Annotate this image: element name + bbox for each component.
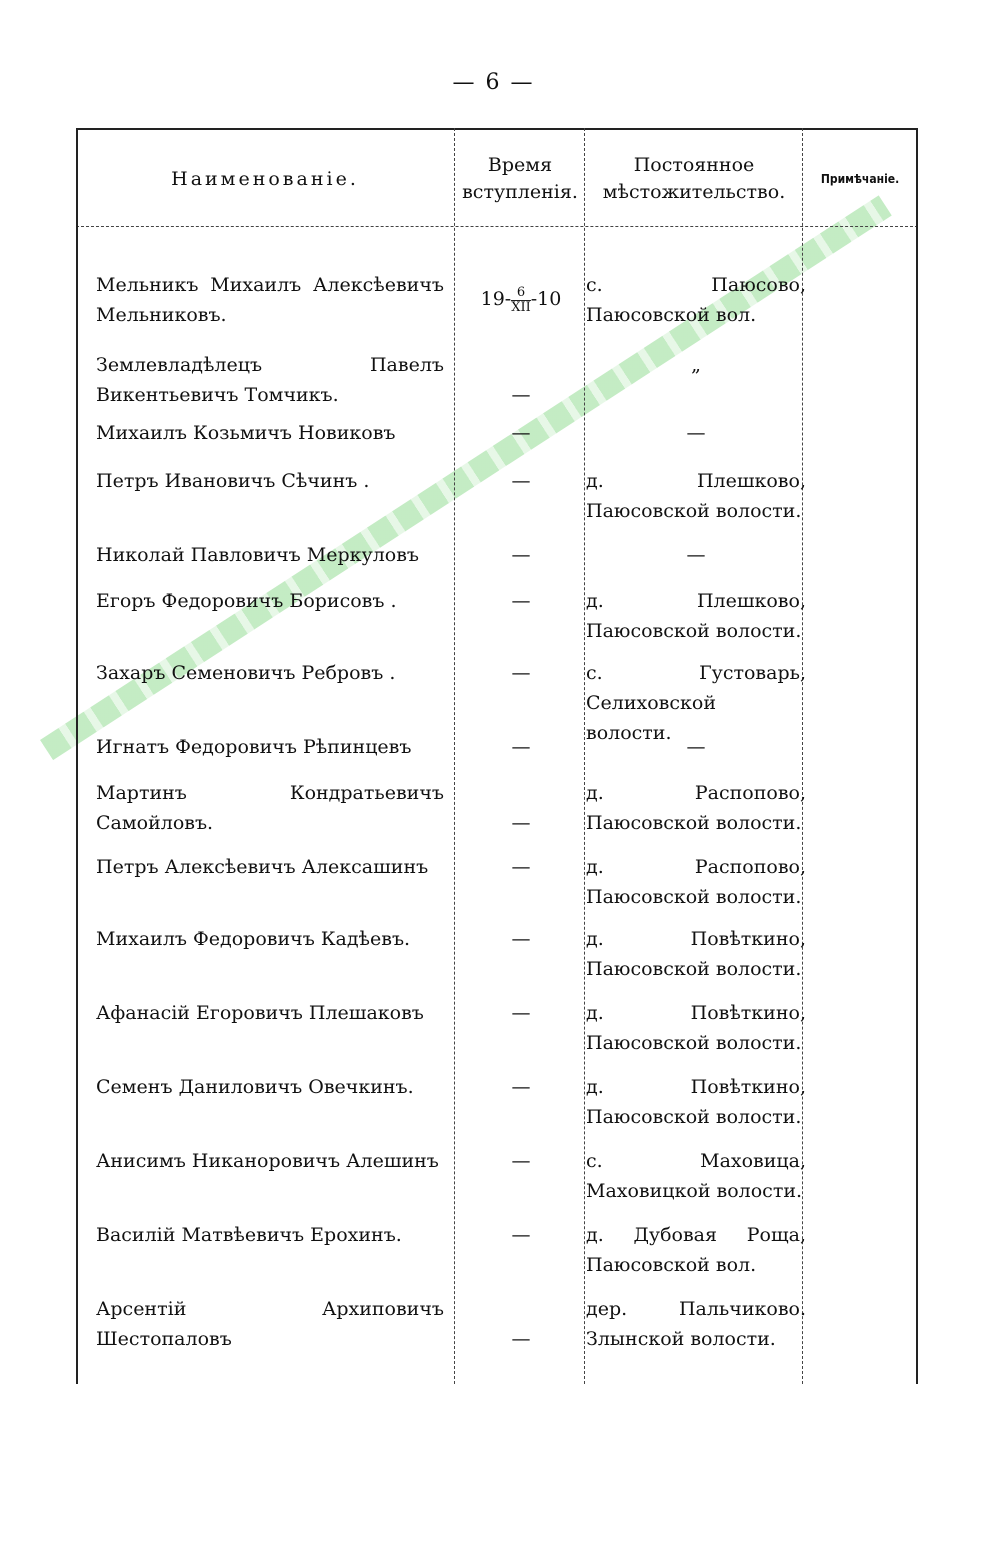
column-divider-left bbox=[76, 128, 78, 1384]
date-fraction bbox=[511, 286, 531, 315]
row-residence: „ bbox=[691, 354, 701, 376]
date-day: 6 bbox=[516, 284, 526, 300]
date-year: 19- bbox=[480, 288, 512, 310]
row-date: — bbox=[511, 1224, 531, 1246]
row-name: Афанасій Егоровичъ Плешаковъ bbox=[96, 1002, 424, 1024]
row-date: — bbox=[511, 812, 531, 834]
row-residence: д. Распопово, Паюсовской волости. bbox=[586, 782, 806, 834]
header-name: Наименованіе. bbox=[171, 167, 359, 190]
row-name: Николай Павловичъ Меркуловъ bbox=[96, 544, 420, 566]
row-residence: д. Дубовая Роща, Паюсовской вол. bbox=[586, 1224, 806, 1276]
row-date: — bbox=[511, 470, 531, 492]
row-date: — bbox=[511, 928, 531, 950]
row-date: — bbox=[511, 590, 531, 612]
row-name: Василій Матвѣевичъ Ерохинъ. bbox=[96, 1224, 402, 1246]
row-residence: с. Маховица, Маховицкой волости. bbox=[586, 1150, 806, 1202]
register-table bbox=[76, 128, 918, 1384]
row-date: — bbox=[511, 544, 531, 566]
row-residence: с. Паюсово, Паюсовской вол. bbox=[586, 274, 806, 326]
column-divider-right bbox=[916, 128, 918, 1384]
row-residence: с. Густоварь, Селиховской волости. bbox=[586, 662, 806, 744]
row-date: — bbox=[511, 736, 531, 758]
column-divider-2 bbox=[584, 128, 585, 1384]
row-name: Михаилъ Козьмичъ Новиковъ bbox=[96, 422, 396, 444]
row-residence: дер. Пальчиково. Злынской волости. bbox=[586, 1298, 806, 1350]
row-name: Землевладѣлецъ Павелъ Викентьевичъ Томчикъ. bbox=[96, 354, 444, 406]
row-residence: д. Повѣткино, Паюсовской волости. bbox=[586, 1076, 806, 1128]
row-date: — bbox=[511, 1002, 531, 1024]
row-residence: д. Плешково, Паюсовской волости. bbox=[586, 590, 806, 642]
header-residence bbox=[586, 144, 802, 214]
row-residence: д. Плешково, Паюсовской волости. bbox=[586, 470, 806, 522]
header-note: Примѣчаніе. bbox=[820, 171, 900, 186]
row-name: Мартинъ Кондратьевичъ Самойловъ. bbox=[96, 782, 444, 834]
date-month: XII bbox=[511, 299, 531, 315]
row-name: Захаръ Семеновичъ Ребровъ . bbox=[96, 662, 396, 684]
header-residence-line1: Постоянное bbox=[633, 154, 755, 176]
row-date: — bbox=[511, 1150, 531, 1172]
row-residence: — bbox=[686, 736, 706, 758]
row-residence: д. Повѣткино, Паюсовской волости. bbox=[586, 928, 806, 980]
row-date: — bbox=[511, 1076, 531, 1098]
row-residence: д. Повѣткино, Паюсовской волости. bbox=[586, 1002, 806, 1054]
row-name: Семенъ Даниловичъ Овечкинъ. bbox=[96, 1076, 414, 1098]
table-top-rule bbox=[76, 128, 918, 130]
row-date: — bbox=[511, 662, 531, 684]
row-residence: — bbox=[686, 422, 706, 444]
header-time-line1: Время bbox=[487, 154, 553, 176]
row-date bbox=[458, 284, 584, 315]
date-suffix: -10 bbox=[530, 288, 562, 310]
row-name: Анисимъ Никаноровичъ Алешинъ bbox=[96, 1150, 439, 1172]
row-date: — bbox=[511, 384, 531, 406]
row-name: Петръ Алексѣевичъ Алексашинъ bbox=[96, 856, 429, 878]
row-residence: — bbox=[686, 544, 706, 566]
row-date: — bbox=[511, 1328, 531, 1350]
row-name: Игнатъ Федоровичъ Рѣпинцевъ bbox=[96, 736, 412, 758]
column-divider-1 bbox=[454, 128, 455, 1384]
row-name: Мельникъ Михаилъ Алексѣевичъ Мельниковъ. bbox=[96, 274, 444, 326]
row-name: Арсентій Архиповичъ Шестопаловъ bbox=[96, 1298, 444, 1350]
header-residence-line2: мѣстожительство. bbox=[602, 181, 786, 203]
row-residence: д. Распопово, Паюсовской волости. bbox=[586, 856, 806, 908]
row-name: Егоръ Федоровичъ Борисовъ . bbox=[96, 590, 397, 612]
row-date: — bbox=[511, 856, 531, 878]
row-name: Михаилъ Федоровичъ Кадѣевъ. bbox=[96, 928, 411, 950]
header-time-line2: вступленія. bbox=[462, 181, 578, 203]
row-name: Петръ Ивановичъ Сѣчинъ . bbox=[96, 470, 370, 492]
row-date: — bbox=[511, 422, 531, 444]
header-bottom-rule bbox=[76, 226, 918, 227]
header-time bbox=[456, 144, 584, 214]
page-number: — 6 — bbox=[452, 70, 535, 95]
